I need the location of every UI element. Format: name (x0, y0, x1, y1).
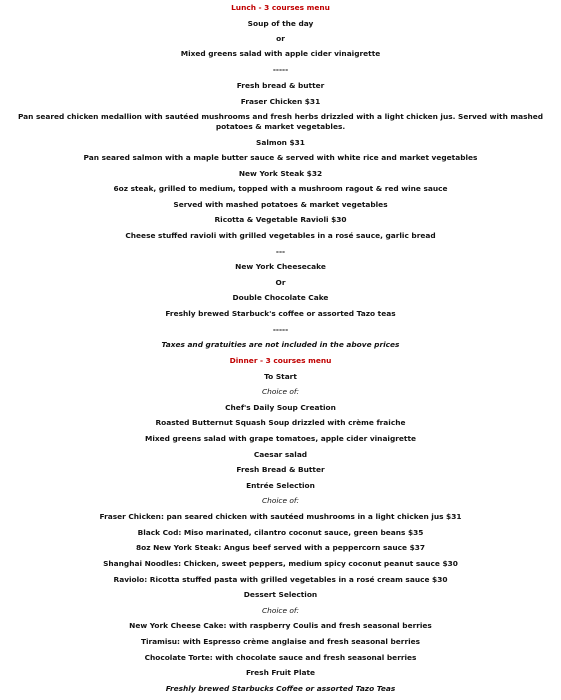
bread-butter: Fresh Bread & Butter (236, 465, 325, 474)
to-start-heading: To Start (264, 372, 297, 381)
coffee-tea: Freshly brewed Starbuck's coffee or assorted Tazo teas (165, 309, 396, 318)
fraser-chicken-desc: Pan seared chicken medallion with sautéed mushrooms and fresh herbs drizzled with a light chicken jus. Served with mashed potatoes & market vegetables. (17, 112, 544, 131)
salmon-desc: Pan seared salmon with a maple butter sauce & served with white rice and market vegetables (83, 153, 478, 162)
entree-raviolo: Raviolo: Ricotta stuffed pasta with grilled vegetables in a rosé cream sauce $30 (113, 575, 448, 584)
entree-ny-steak: 8oz New York Steak: Angus beef served with a peppercorn sauce $37 (135, 543, 426, 552)
taxes-note: Taxes and gratuities are not included in the above prices (161, 340, 400, 349)
divider: ----- (272, 65, 289, 74)
ravioli-title: Ricotta & Vegetable Ravioli $30 (214, 215, 347, 224)
lunch-salad: Mixed greens salad with apple cider vinaigrette (180, 49, 381, 58)
dessert-or: Or (275, 278, 286, 287)
choice-of-label: Choice of: (262, 387, 299, 396)
salmon-title: Salmon $31 (256, 138, 305, 147)
dessert-ny-cheesecake: New York Cheese Cake: with raspberry Coulis and fresh seasonal berries (129, 621, 432, 630)
dessert-chocolate-torte: Chocolate Torte: with chocolate sauce and fresh seasonal berries (144, 653, 417, 662)
lunch-bread: Fresh bread & butter (236, 81, 325, 90)
dinner-coffee-tea: Freshly brewed Starbucks Coffee or assorted Tazo Teas (165, 684, 396, 693)
dessert-fruit-plate: Fresh Fruit Plate (245, 668, 316, 677)
dinner-heading: Dinner - 3 courses menu (229, 356, 332, 365)
entree-shanghai-noodles: Shanghai Noodles: Chicken, sweet peppers, medium spicy coconut peanut sauce $30 (103, 559, 458, 568)
entree-black-cod: Black Cod: Miso marinated, cilantro coconut sauce, green beans $35 (137, 528, 424, 537)
dessert-heading: Dessert Selection (243, 590, 318, 599)
steak-sides: Served with mashed potatoes & market vegetables (173, 200, 388, 209)
fraser-chicken-title: Fraser Chicken $31 (240, 97, 321, 106)
divider: --- (275, 247, 286, 256)
lunch-soup: Soup of the day (247, 19, 314, 28)
greens-salad: Mixed greens salad with grape tomatoes, apple cider vinaigrette (144, 434, 416, 443)
chef-soup: Chef's Daily Soup Creation (225, 403, 336, 412)
chocolate-cake: Double Chocolate Cake (232, 293, 329, 302)
choice-of-label: Choice of: (262, 496, 299, 505)
entree-heading: Entrée Selection (246, 481, 315, 490)
entree-fraser-chicken: Fraser Chicken: pan seared chicken with sautéed mushrooms in a light chicken jus $31 (99, 512, 462, 521)
lunch-heading: Lunch - 3 courses menu (231, 3, 330, 12)
caesar-salad: Caesar salad (253, 450, 308, 459)
steak-title: New York Steak $32 (238, 169, 323, 178)
divider: ----- (272, 325, 289, 334)
choice-of-label: Choice of: (262, 606, 299, 615)
ravioli-desc: Cheese stuffed ravioli with grilled vegetables in a rosé sauce, garlic bread (125, 231, 436, 240)
squash-soup: Roasted Butternut Squash Soup drizzled with crème fraiche (155, 418, 406, 427)
lunch-or: or (276, 34, 285, 43)
steak-desc: 6oz steak, grilled to medium, topped with a mushroom ragout & red wine sauce (113, 184, 448, 193)
dessert-tiramisu: Tiramisu: with Espresso crème anglaise and fresh seasonal berries (140, 637, 421, 646)
cheesecake: New York Cheesecake (235, 262, 326, 271)
